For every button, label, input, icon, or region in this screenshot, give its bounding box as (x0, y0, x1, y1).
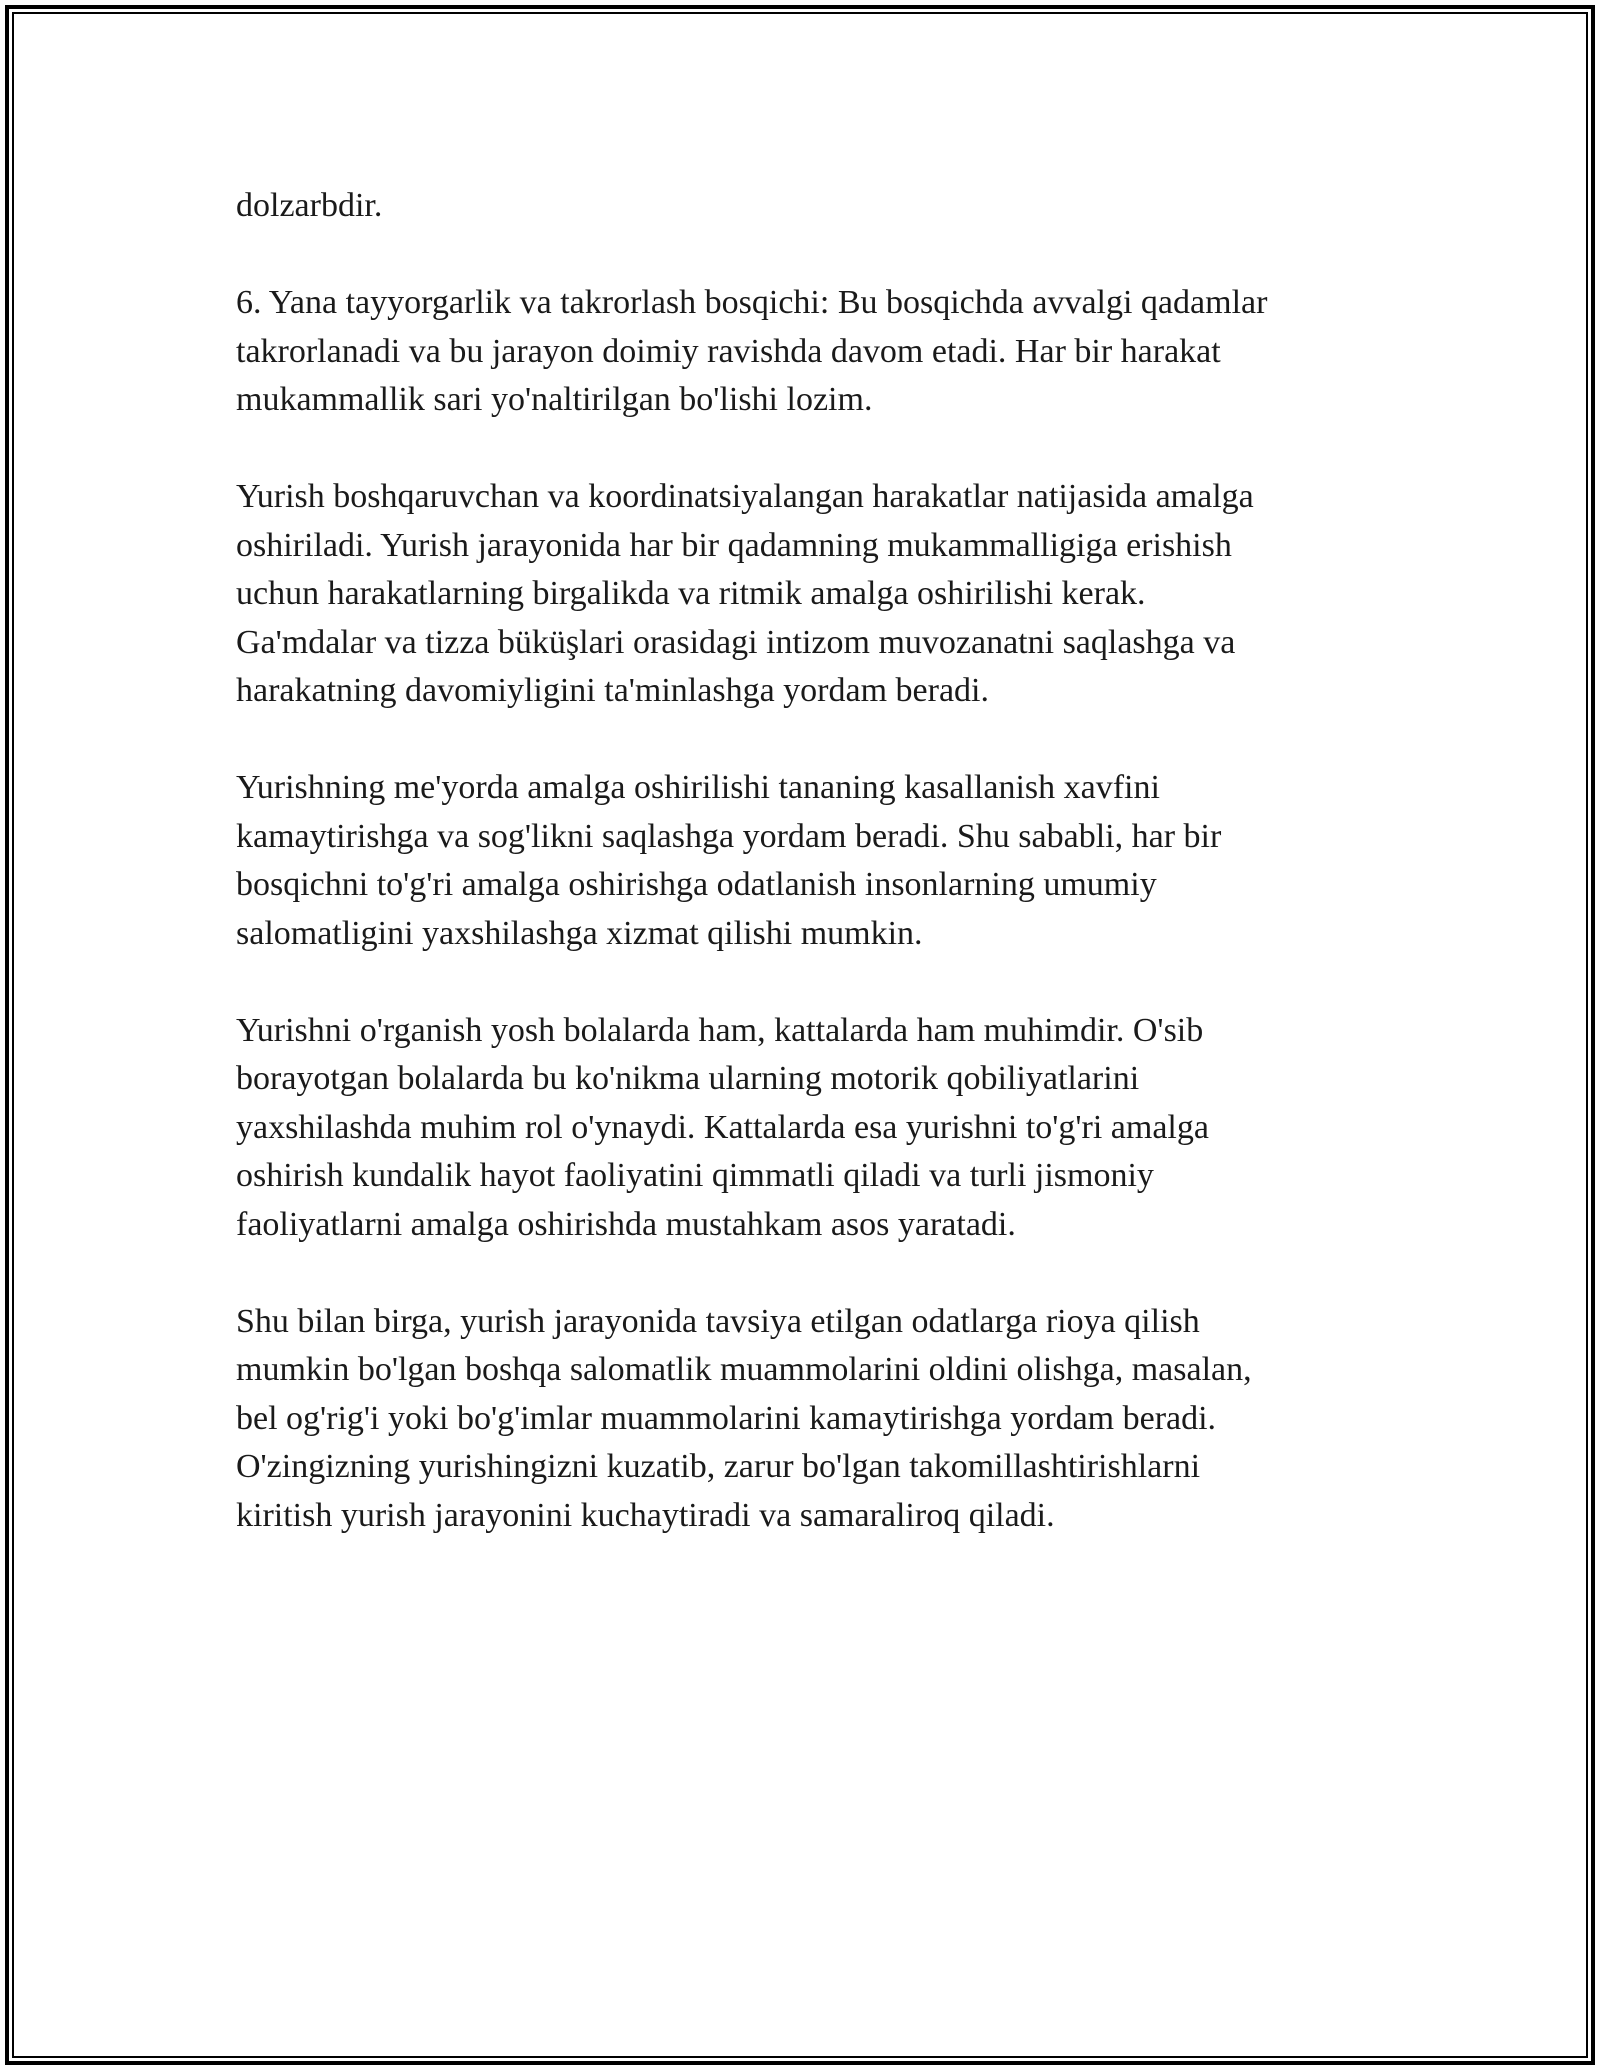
paragraph-walking-coordination: Yurish boshqaruvchan va koordinatsiyalangan harakatlar natijasida amalga oshiriladi. Yurish jarayonida har bir qadamning mukammalligiga erishish uchun harakatlarning birgalikda va ritmik amalga oshirilishi kerak. Ga'mdalar va tizza büküşlari orasidagi intizom muvozanatni saqlashga va harakatning davomiyligini ta'minlashga yordam beradi. (236, 478, 1254, 709)
paragraph-health-benefits: Yurishning me'yorda amalga oshirilishi tananing kasallanish xavfini kamaytirishga va sog'likni saqlashga yordam beradi. Shu sababli, har bir bosqichni to'g'ri amalga oshirishga odatlanish insonlarning umumiy salomatligini yaxshilashga xizmat qilishi mumkin. (236, 769, 1222, 952)
paragraph-learning-to-walk: Yurishni o'rganish yosh bolalarda ham, kattalarda ham muhimdir. O'sib borayotgan bolalarda bu ko'nikma ularning motorik qobiliyatlarini yaxshilashda muhim rol o'ynaydi. Kattalarda esa yurishni to'g'ri amalga oshirish kundalik hayot faoliyatini qimmatli qiladi va turli jismoniy faoliyatlarni amalga oshirishda mustahkam asos yaratadi. (236, 1011, 1209, 1243)
paragraph-step-6: 6. Yana tayyorgarlik va takrorlash bosqichi: Bu bosqichda avvalgi qadamlar takrorlanadi va bu jarayon doimiy ravishda davom etadi. Har bir harakat mukammallik sari yo'naltirilgan bo'lishi lozim. (236, 284, 1268, 418)
paragraph-continuation: dolzarbdir. (236, 187, 383, 224)
paragraph-conclusion: Shu bilan birga, yurish jarayonida tavsiya etilgan odatlarga rioya qilish mumkin bo'lgan boshqa salomatlik muammolarini oldini olishga, masalan, bel og'rig'i yoki bo'g'imlar muammolarini kamaytirishga yordam beradi. O'zingizning yurishingizni kuzatib, zarur bo'lgan takomillashtirishlarni kiritish yurish jarayonini kuchaytiradi va samaraliroq qiladi. (236, 1302, 1252, 1534)
document-body (236, 182, 1396, 1589)
